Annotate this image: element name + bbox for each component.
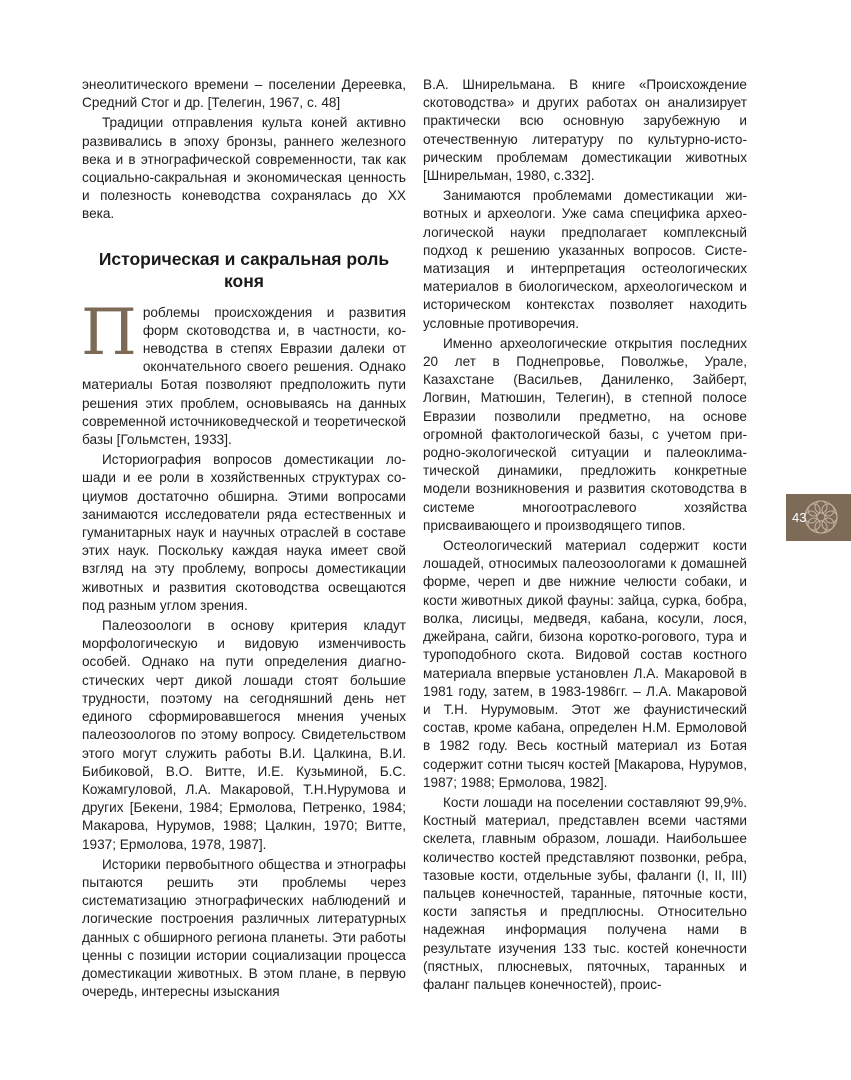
page-tab	[786, 494, 851, 541]
right-column	[423, 76, 747, 994]
paragraph: Кости лошади на поселении составляют 99,9%. Костный материал, представлен всеми частями скелета, главным образом, лошади. Наибольшее количество костей представляют позвонки, ребра, тазовые кости, отдельные зубы, фаланги (I, II, III) пальцев конечностей, таранные, пяточные кости, кости запястья и предплюсны. Относительно надежная информация получена нами в результате изучения 133 тыс. костей конечности (пястных, плюсневых, пяточных, таранных и фаланг пальцев конечностей), проис-	[423, 794, 747, 992]
paragraph: Остеологический материал содержит кости лошадей, относимых палеозоологами к домашней форме, череп и две нижние челюсти собаки, и кости животных дикой фауны: зайца, сурка, бобра, волка, лисицы, медведя, кабана, косули, лося, джейрана, сайги, бизона коротко-рогового, тура и туроподобного скота. Видовой состав костного материала впервые установлен Л.А. Макаровой в 1981 году, затем, в 1983-1986гг. – Л.А. Макаровой и Т.Н. Нурумовым. Этот же фаунистический состав, кроме кабана, определен Н.М. Ермоловой в 1982 году. Весь костный материал из Ботая содержит сотни тысяч костей [Макарова, Нурумов, 1987; 1988; Ермолова, 1982].	[423, 538, 747, 790]
paragraph: Традиции отправления культа коней активно развивались в эпоху бронзы, раннего железного века и в этнографической современности, так как социально-сакральная и экономическая ценность и полезность коневодства сохранялась до ХХ века.	[82, 115, 406, 222]
section-heading: Историческая и сакральная роль коня	[98, 248, 390, 291]
paragraph: Историография вопросов доместикации лошади и ее роли в хозяйственных структурах социумов достаточно обширна. Этими вопросами занимаются исследователи ряда естественных и гуманитарных наук и научных отраслей в составе этих наук. Поскольку каждая наука имеет свой взгляд на эту проблему, вопросы доместикации животных и развития скотоводства освещаются под разным углом зрения.	[82, 452, 406, 613]
paragraph: Занимаются проблемами доместикации животных и археологи. Уже сама специфика археологической науки предполагает комплексный подход к решению указанных вопросов. Систематизация и интерпретация остеологических материалов в биологическом, археологическом и историческом контекстах позволяет находить условные противоречия.	[423, 188, 747, 331]
paragraph: Именно археологические открытия последних 20 лет в Поднепровье, Поволжье, Урале, Казахстане (Васильев, Даниленко, Зайберт, Логвин, Матюшин, Телегин), в степной полосе Евразии позволили предметно, на основе огромной фактологической базы, с учетом природно-экологической ситуации и палеоклиматической динамики, предложить конкретные модели возникновения и развития скотоводства в системе многоотраслевого хозяйства присваивающего и производящего типов.	[423, 335, 747, 533]
paragraph: Историки первобытного общества и этнографы пытаются решить эти проблемы через систематизацию этнографических наблюдений и логические построения различных литературных данных с обширного региона планеты. Эти работы ценны с позиции истории социализации процесса доместикации животных. В этом плане, в первую очередь, интересны изыскания	[82, 856, 406, 1000]
left-column	[82, 76, 406, 1001]
paragraph: энеолитического времени – поселении Дереевка, Средний Стог и др. [Телегин, 1967, с. 48]	[82, 77, 406, 111]
paragraph-with-dropcap	[81, 295, 406, 450]
dropcap-letter: П	[81, 295, 137, 370]
page-number: 43	[792, 510, 807, 525]
paragraph: В.А. Шнирельмана. В книге «Происхождение скотоводства» и других работах он анализирует практически всю основную зарубежную и отечественную литературу по культурно-историческим проблемам доместикации животных [Шнирельман, 1980, с.332].	[423, 77, 747, 184]
paragraph-text: роблемы происхождения и развития форм скотоводства и, в частности, коневодства в степях Евразии далеки от окончательного своего решения. Однако материалы Ботая позволяют предположить пути решения этих проблем, основываясь на данных современной источниковедческой и теоретической базы [Гольмстен, 1933].	[82, 304, 406, 448]
paragraph: Палеозоологи в основу критерия кладут морфологическую и видовую изменчивость особей. Однако на пути определения диагностических черт дикой лошади стоят большие трудности, поэтому на сегодняшний день нет единого сформировавшегося мнения ученых палеозоологов по этому вопросу. Свидетельством этого могут служить работы В.И. Цалкина, В.И. Бибиковой, В.О. Витте, И.Е. Кузьминой, Б.С. Кожамгуловой, Л.А. Макаровой, Т.Н.Нурумова и других [Бекени, 1984; Ермолова, Петренко, 1984; Макарова, Нурумов, 1988; Цалкин, 1970; Витте, 1937; Ермолова, 1978, 1987].	[82, 618, 406, 852]
